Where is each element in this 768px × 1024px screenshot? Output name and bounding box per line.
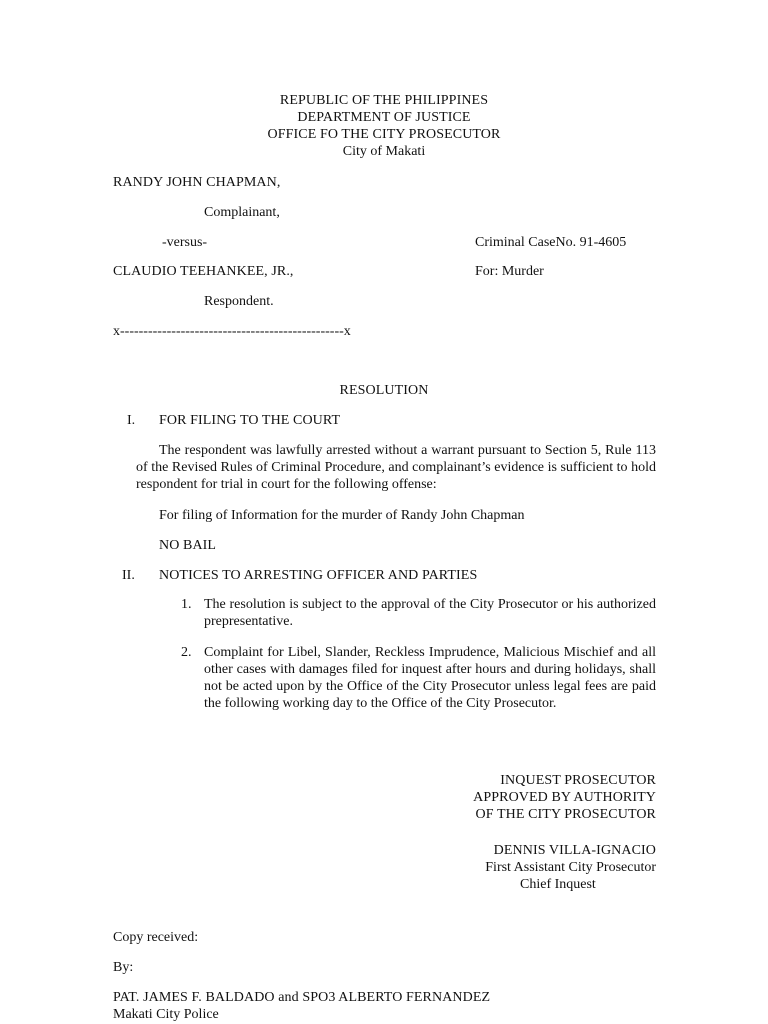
list-item-text: Complaint for Libel, Slander, Reckless Imprudence, Malicious Mischief and all other cases with damages filed for inquest after hours and during holidays, shall not be acted upon by the Office of the City Prosecutor unless legal fees are paid the following working day to the Office of the City Prosecutor.	[204, 645, 656, 711]
section1-paragraph: The respondent was lawfully arrested without a warrant pursuant to Section 5, Rule 113 of the Revised Rules of Criminal Procedure, and complainant’s evidence is sufficient to hold respondent for trial in court for the following offense:	[136, 443, 656, 492]
respondent-label: Respondent.	[204, 294, 274, 309]
signature-authority: OF THE CITY PROSECUTOR	[475, 807, 656, 822]
header-republic: REPUBLIC OF THE PHILIPPINES	[279, 93, 489, 108]
list-item-text: The resolution is subject to the approval of the City Prosecutor or his authorized prepresentative.	[204, 597, 656, 629]
versus-label: -versus-	[162, 235, 208, 250]
by-label: By:	[113, 960, 134, 975]
header-city: City of Makati	[342, 144, 426, 159]
section1-heading: FOR FILING TO THE COURT	[159, 413, 341, 428]
section2-numeral: II.	[122, 568, 135, 583]
complainant-name: RANDY JOHN CHAPMAN,	[113, 175, 281, 190]
section1-numeral: I.	[127, 413, 136, 428]
receiving-officers: PAT. JAMES F. BALDADO and SPO3 ALBERTO FERNANDEZ	[113, 990, 491, 1005]
complainant-label: Complainant,	[204, 205, 280, 220]
signature-inquest: INQUEST PROSECUTOR	[500, 773, 656, 788]
caption-separator: x------------------------------------------------x	[113, 324, 351, 339]
respondent-name: CLAUDIO TEEHANKEE, JR.,	[113, 264, 294, 279]
receiving-unit: Makati City Police	[113, 1007, 219, 1022]
resolution-title: RESOLUTION	[339, 383, 429, 398]
prosecutor-title: First Assistant City Prosecutor	[485, 860, 656, 875]
list-item-number: 2.	[181, 645, 192, 660]
header-department: DEPARTMENT OF JUSTICE	[297, 110, 471, 125]
prosecutor-subtitle: Chief Inquest	[520, 877, 596, 892]
case-number: Criminal CaseNo. 91-4605	[475, 235, 627, 250]
list-item-number: 1.	[181, 597, 192, 612]
header-office: OFFICE FO THE CITY PROSECUTOR	[267, 127, 501, 142]
section1-bail: NO BAIL	[159, 538, 217, 553]
prosecutor-name: DENNIS VILLA-IGNACIO	[493, 843, 656, 858]
section1-filing: For filing of Information for the murder of Randy John Chapman	[159, 508, 525, 523]
copy-received-label: Copy received:	[113, 930, 199, 945]
signature-approved: APPROVED BY AUTHORITY	[473, 790, 656, 805]
offense: For: Murder	[475, 264, 544, 279]
section2-heading: NOTICES TO ARRESTING OFFICER AND PARTIES	[159, 568, 478, 583]
